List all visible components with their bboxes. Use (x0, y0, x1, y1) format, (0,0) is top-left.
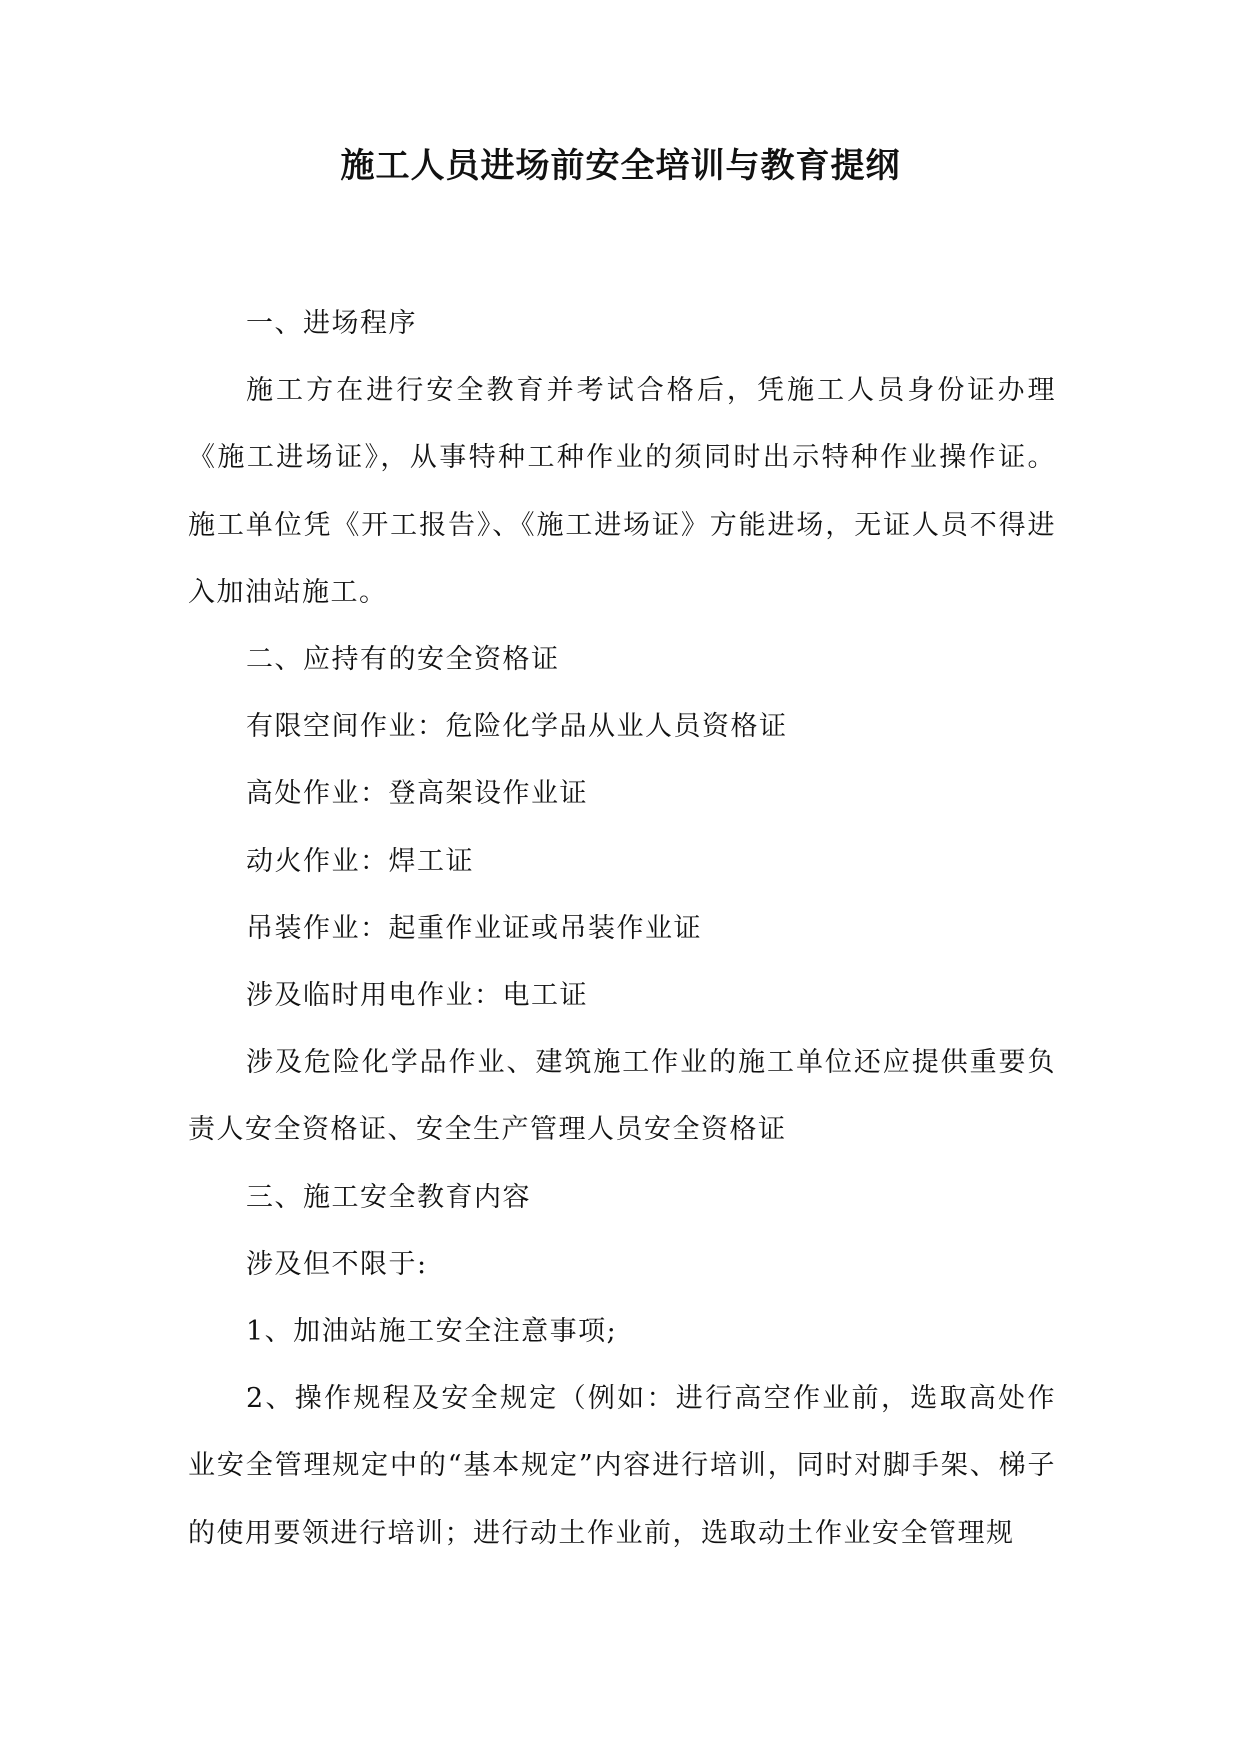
section-heading-certificates: 二、应持有的安全资格证 (246, 644, 560, 676)
section-heading-entry-procedure: 一、进场程序 (246, 308, 417, 339)
document-title: 施工人员进场前安全培训与教育提纲 (340, 146, 901, 186)
paragraph-not-limited-to: 涉及但不限于: (246, 1248, 428, 1280)
list-item-2: 2、操作规程及安全规定（例如：进行高空作业前，选取高处作业安全管理规定中的“基本规定”内容进行培训，同时对脚手架、梯子的使用要领进行培训；进行动土作业前，选取动土作业安全管理规 (188, 1383, 1056, 1549)
paragraph-additional-certificates: 涉及危险化学品作业、建筑施工作业的施工单位还应提供重要负责人安全资格证、安全生产管理人员安全资格证 (188, 1047, 1056, 1146)
document-body (188, 290, 1056, 1567)
certificate-item-lifting: 吊装作业：起重作业证或吊装作业证 (246, 912, 702, 944)
certificate-item-confined-space: 有限空间作业：危险化学品从业人员资格证 (246, 711, 788, 743)
list-item-1: 1、加油站施工安全注意事项; (246, 1316, 618, 1348)
paragraph-entry-procedure: 施工方在进行安全教育并考试合格后，凭施工人员身份证办理《施工进场证》，从事特种工种作业的须同时出示特种作业操作证。施工单位凭《开工报告》、《施工进场证》方能进场，无证人员不得进入加油站施工。 (188, 375, 1056, 608)
certificate-item-work-at-height: 高处作业：登高架设作业证 (246, 778, 588, 810)
certificate-item-hot-work: 动火作业：焊工证 (246, 845, 474, 877)
certificate-item-temporary-electricity: 涉及临时用电作业：电工证 (246, 980, 588, 1012)
section-heading-education-content: 三、施工安全教育内容 (246, 1181, 531, 1213)
